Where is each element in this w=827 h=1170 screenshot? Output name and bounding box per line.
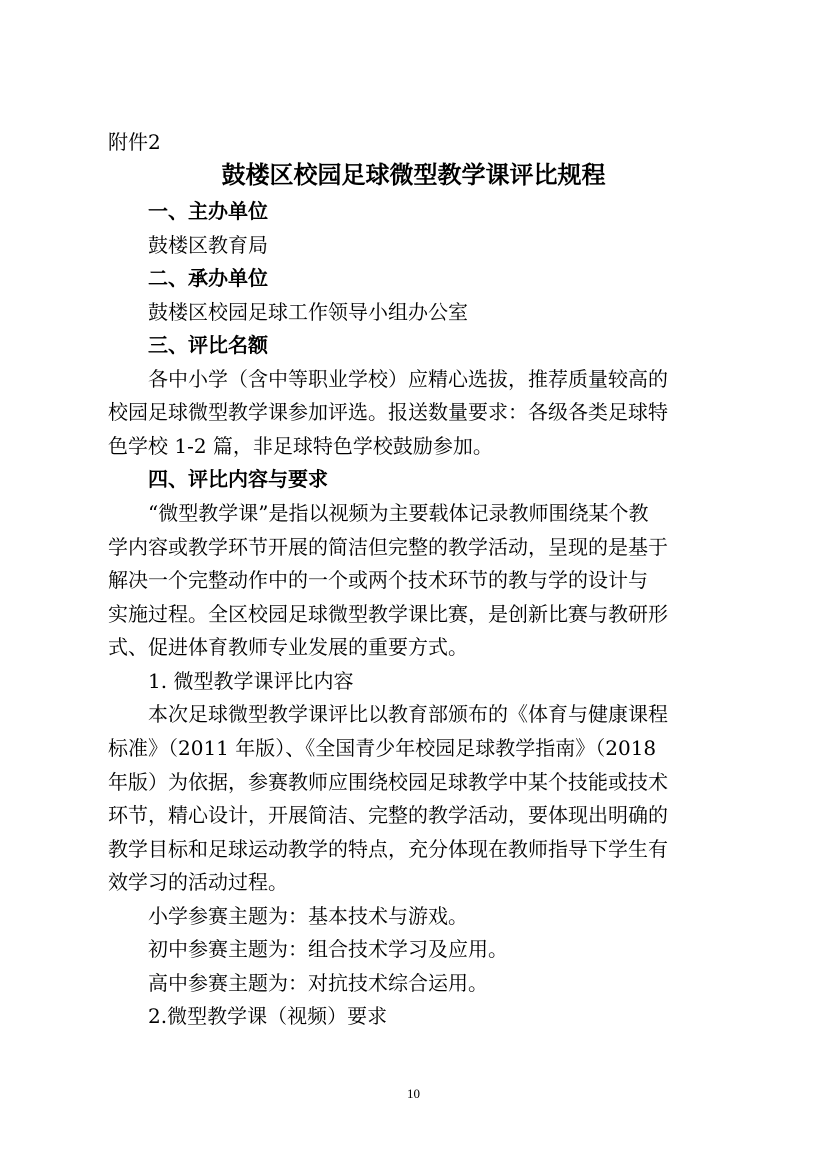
theme-senior-school: 高中参赛主题为：对抗技术综合运用。 xyxy=(148,971,488,995)
subsection-heading-2: 2.微型教学课（视频）要求 xyxy=(148,1004,388,1028)
paragraph-line: 式、促进体育教师专业发展的重要方式。 xyxy=(108,635,468,659)
paragraph-line: 效学习的活动过程。 xyxy=(108,870,288,894)
paragraph-line: 学内容或教学环节开展的简洁但完整的教学活动，呈现的是基于 xyxy=(108,535,668,559)
paragraph-line: 标准》（2011 年版）、《全国青少年校园足球教学指南》（2018 xyxy=(108,736,657,760)
paragraph-line: 本次足球微型教学课评比以教育部颁布的《体育与健康课程 xyxy=(148,702,668,726)
paragraph-line: 各中小学（含中等职业学校）应精心选拔，推荐质量较高的 xyxy=(148,367,668,391)
page-number: 10 xyxy=(407,1086,420,1101)
theme-junior-school: 初中参赛主题为：组合技术学习及应用。 xyxy=(148,937,508,961)
paragraph-line: 校园足球微型教学课参加评选。报送数量要求：各级各类足球特 xyxy=(108,400,668,424)
paragraph-line: “微型教学课”是指以视频为主要载体记录教师围绕某个教 xyxy=(148,501,649,525)
attachment-label: 附件2 xyxy=(108,130,161,154)
paragraph-line: 色学校 1-2 篇，非足球特色学校鼓励参加。 xyxy=(108,434,493,458)
section-heading-host: 二、承办单位 xyxy=(148,266,268,290)
section-body-organizer: 鼓楼区教育局 xyxy=(148,233,268,257)
section-heading-organizer: 一、主办单位 xyxy=(148,199,268,223)
section-heading-quota: 三、评比名额 xyxy=(148,333,268,357)
paragraph-line: 实施过程。全区校园足球微型教学课比赛，是创新比赛与教研形 xyxy=(108,602,668,626)
paragraph-line: 教学目标和足球运动教学的特点，充分体现在教师指导下学生有 xyxy=(108,837,668,861)
paragraph-line: 解决一个完整动作中的一个或两个技术环节的教与学的设计与 xyxy=(108,568,648,592)
paragraph-line: 年版）为依据，参赛教师应围绕校园足球教学中某个技能或技术 xyxy=(108,770,668,794)
section-body-host: 鼓楼区校园足球工作领导小组办公室 xyxy=(148,300,468,324)
section-heading-content: 四、评比内容与要求 xyxy=(148,467,328,491)
document-title: 鼓楼区校园足球微型教学课评比规程 xyxy=(221,161,606,189)
paragraph-line: 环节，精心设计，开展简洁、完整的教学活动，要体现出明确的 xyxy=(108,803,668,827)
subsection-heading-1: 1. 微型教学课评比内容 xyxy=(148,669,354,693)
theme-primary-school: 小学参赛主题为：基本技术与游戏。 xyxy=(148,904,468,928)
